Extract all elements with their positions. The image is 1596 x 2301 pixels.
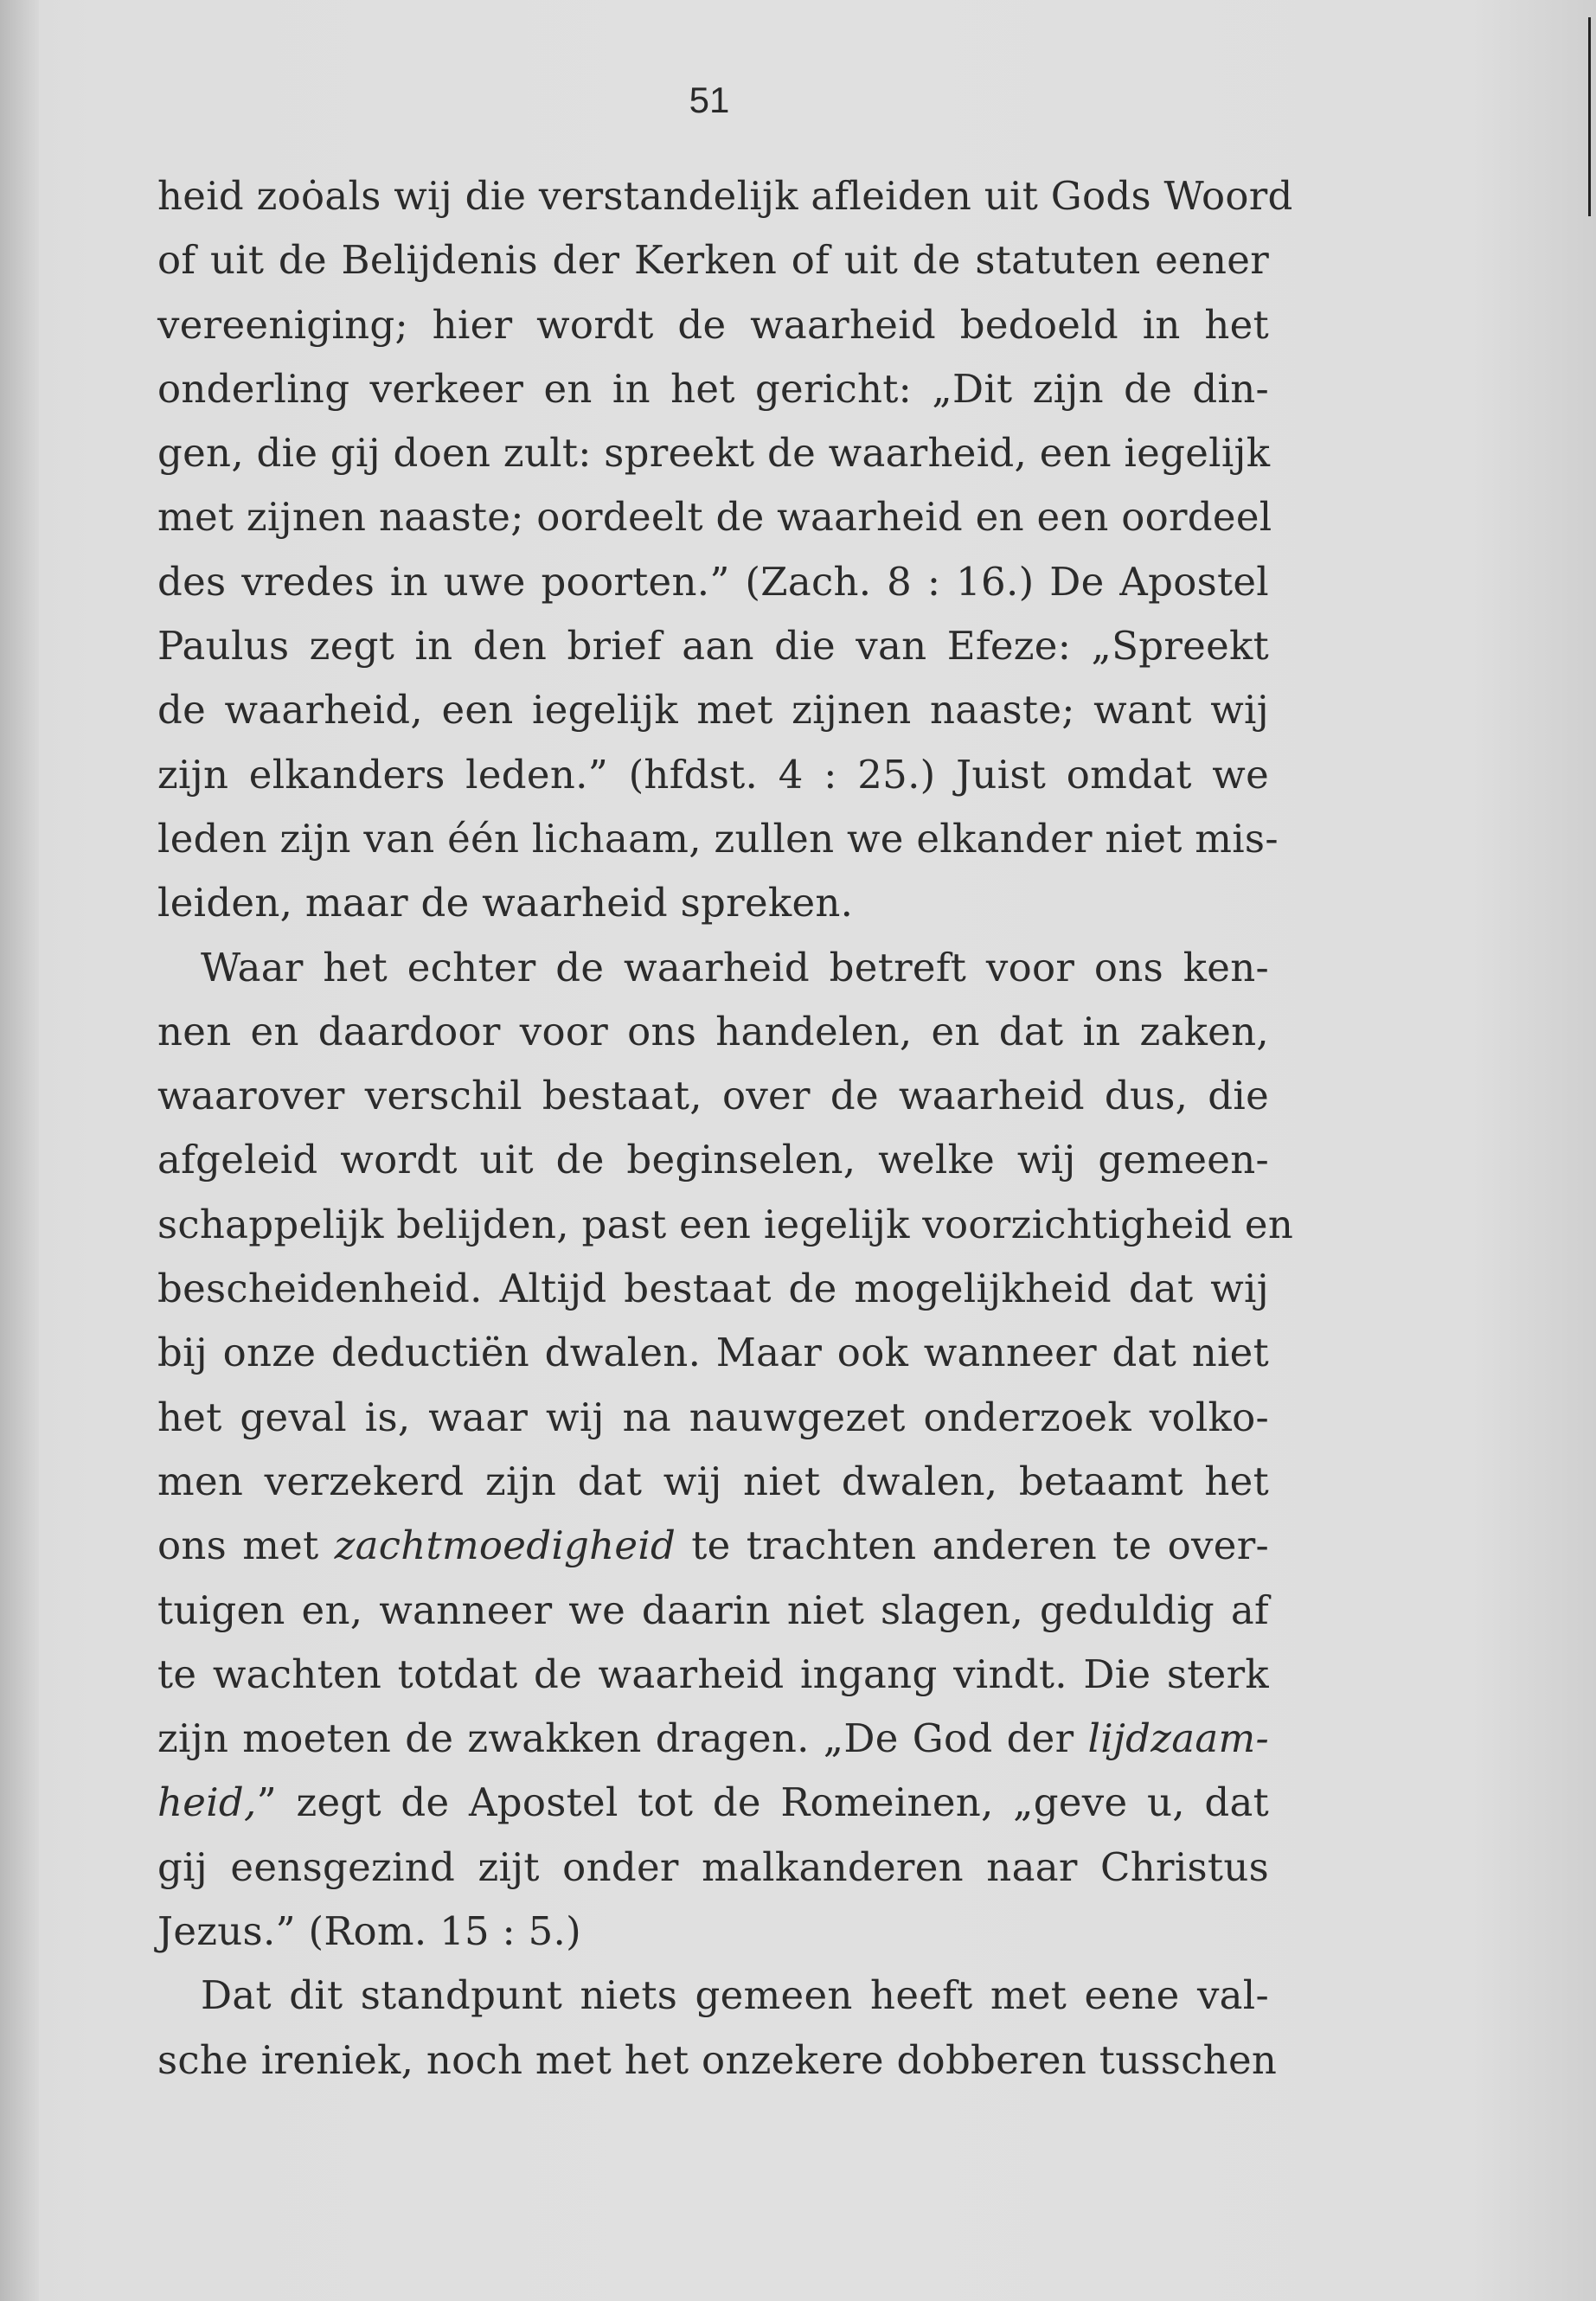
text-segment: of uit de Belijdenis der Kerken of uit de statuten eener	[157, 237, 1269, 284]
text-segment: ” zegt de Apostel tot de Romeinen, „geve u, dat	[256, 1779, 1269, 1826]
page-number: 51	[689, 80, 730, 120]
text-segment: leden zijn van één lichaam, zullen we elkander niet mis-	[157, 815, 1279, 862]
text-segment: afgeleid wordt uit de beginselen, welke wij gemeen-	[157, 1137, 1269, 1183]
page-gutter-shadow	[0, 0, 39, 2301]
text-line	[157, 421, 1269, 485]
text-line	[157, 1771, 1269, 1835]
text-line	[157, 743, 1269, 807]
text-line	[157, 871, 1269, 935]
text-segment: zijn moeten de zwakken dragen. „De God der	[157, 1715, 1088, 1762]
text-line	[157, 1064, 1269, 1128]
text-segment: Waar het echter de waarheid betreft voor ons ken-	[201, 944, 1269, 990]
text-line	[157, 357, 1269, 421]
text-line	[157, 164, 1293, 228]
text-line	[157, 614, 1269, 678]
text-line	[157, 2029, 1278, 2093]
text-segment: gen, die gij doen zult: spreekt de waarheid, een iegelijk	[157, 430, 1271, 477]
italic-text-segment: zachtmoedigheid	[334, 1522, 676, 1569]
text-segment: bij onze deductiën dwalen. Maar ook wanneer dat niet	[157, 1330, 1269, 1376]
text-segment: het geval is, waar wij na nauwgezet onderzoek volko-	[157, 1394, 1269, 1440]
text-segment: met zijnen naaste; oordeelt de waarheid en een oordeel	[157, 494, 1272, 541]
page-edge-mark	[1588, 17, 1591, 216]
text-segment: Dat dit standpunt niets gemeen heeft met eene val-	[201, 1972, 1269, 2019]
text-line	[157, 1514, 1269, 1578]
text-line	[157, 550, 1269, 614]
text-segment: leiden, maar de waarheid spreken.	[157, 880, 854, 926]
text-line	[157, 1386, 1269, 1450]
body-text	[157, 164, 1294, 2093]
text-segment: te wachten totdat de waarheid ingang vindt. Die sterk	[157, 1650, 1269, 1697]
text-line	[157, 228, 1269, 292]
text-line	[157, 1836, 1269, 1900]
text-segment: bescheidenheid. Altijd bestaat de mogelijkheid dat wij	[157, 1266, 1269, 1312]
text-line	[157, 936, 1269, 1000]
text-line	[157, 1579, 1269, 1643]
text-line	[157, 485, 1272, 549]
text-segment: ons met	[157, 1522, 335, 1569]
text-line	[157, 1257, 1269, 1321]
text-line	[157, 678, 1269, 742]
text-line	[157, 1193, 1294, 1257]
text-segment: men verzekerd zijn dat wij niet dwalen, betaamt het	[157, 1458, 1269, 1504]
text-line	[157, 807, 1279, 871]
text-segment: tuigen en, wanneer we daarin niet slagen, geduldig af	[157, 1586, 1269, 1633]
text-line	[157, 1128, 1269, 1192]
text-segment: vereeniging; hier wordt de waarheid bedoeld in het	[157, 301, 1269, 348]
text-segment: te trachten anderen te over-	[676, 1522, 1270, 1569]
text-line	[157, 1321, 1269, 1385]
text-line	[157, 1707, 1269, 1771]
text-segment: gij eensgezind zijt onder malkanderen naar Christus	[157, 1843, 1269, 1890]
text-line	[157, 1964, 1269, 2028]
text-line	[157, 1900, 1269, 1964]
text-segment: waarover verschil bestaat, over de waarheid dus, die	[157, 1073, 1269, 1119]
text-segment: Paulus zegt in den brief aan die van Efeze: „Spreekt	[157, 623, 1269, 670]
text-segment: des vredes in uwe poorten.” (Zach. 8 : 16.) De Apostel	[157, 558, 1269, 605]
text-line	[157, 1643, 1269, 1707]
text-line	[157, 293, 1269, 357]
text-segment: zijn elkanders leden.” (hfdst. 4 : 25.) Juist omdat we	[157, 751, 1269, 798]
text-segment: de waarheid, een iegelijk met zijnen naaste; want wij	[157, 687, 1269, 734]
text-line	[157, 1450, 1269, 1514]
text-segment: schappelijk belijden, past een iegelijk voorzichtigheid en	[157, 1201, 1294, 1247]
text-segment: onderling verkeer en in het gericht: „Dit zijn de din-	[157, 365, 1269, 412]
text-segment: Jezus.” (Rom. 15 : 5.)	[157, 1908, 581, 1955]
text-segment: sche ireniek, noch met het onzekere dobberen tusschen	[157, 2036, 1278, 2083]
text-segment: heid zoȯals wij die verstandelijk afleiden uit Gods Woord	[157, 173, 1293, 219]
italic-text-segment: heid,	[157, 1779, 257, 1826]
text-segment: nen en daardoor voor ons handelen, en dat in zaken,	[157, 1008, 1269, 1054]
text-line	[157, 1000, 1269, 1064]
italic-text-segment: lijdzaam-	[1087, 1715, 1269, 1762]
